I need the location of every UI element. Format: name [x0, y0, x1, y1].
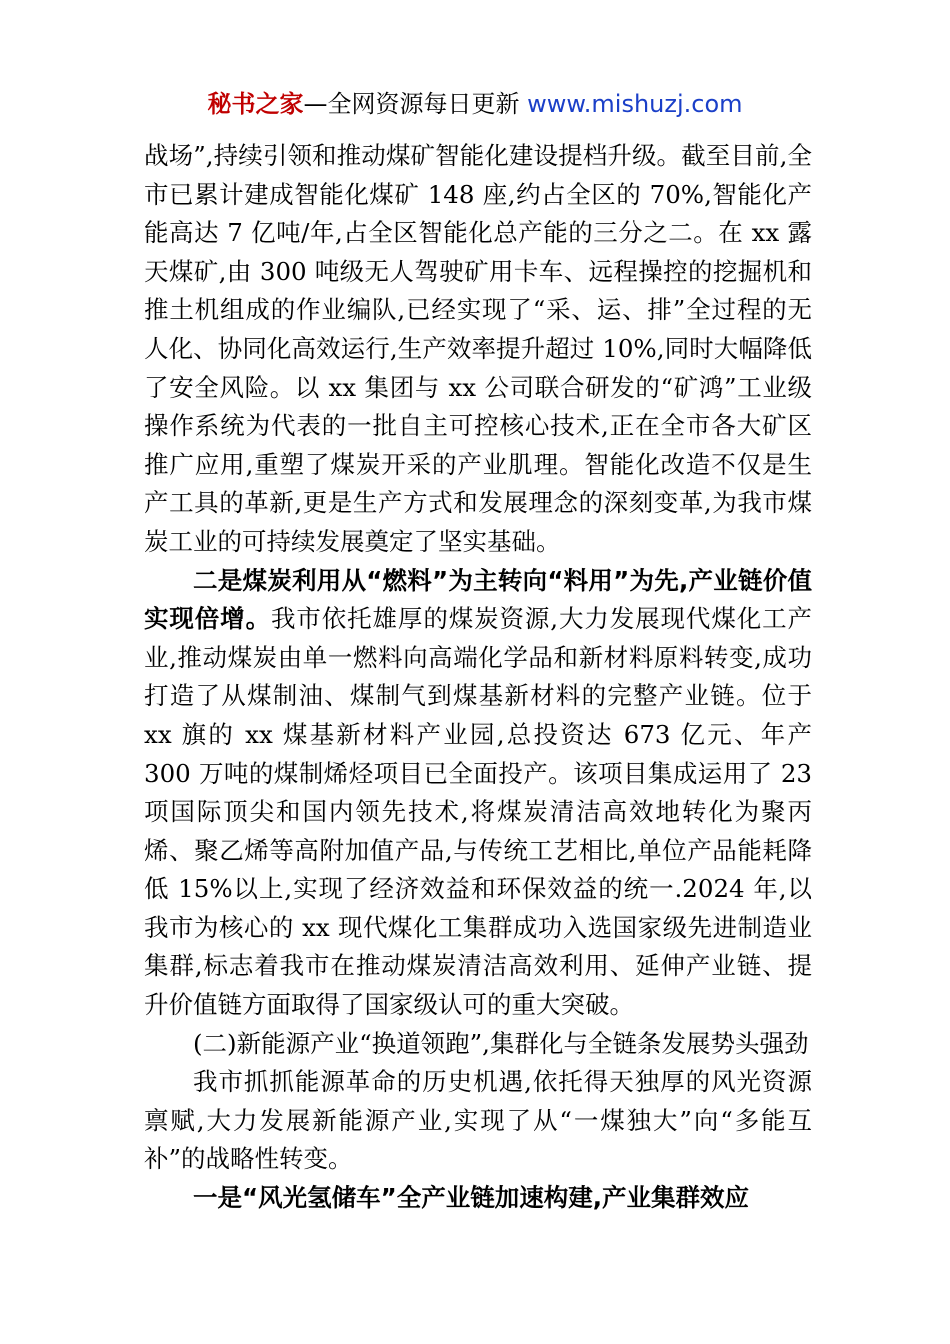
paragraph-2: [144, 562, 812, 1025]
paragraph-1: 战场”,持续引领和推动煤矿智能化建设提档升级。截至目前,全市已累计建成智能化煤矿 148 座,约占全区的 70%,智能化产能高达 7 亿吨/年,占全区智能化总产能的三分之二。在 xx 露天煤矿,由 300 吨级无人驾驶矿用卡车、远程操控的挖掘机和推土机组成的作业编队,已经实现了“采、运、排”全过程的无人化、协同化高效运行,生产效率提升超过 10%,同时大幅降低了安全风险。以 xx 集团与 xx 公司联合研发的“矿鸿”工业级操作系统为代表的一批自主可控核心技术,正在全市各大矿区推广应用,重塑了煤炭开采的产业肌理。智能化改造不仅是生产工具的革新,更是生产方式和发展理念的深刻变革,为我市煤炭工业的可持续发展奠定了坚实基础。: [144, 141, 812, 556]
paragraph-4: 我市抓抓能源革命的历史机遇,依托得天独厚的风光资源禀赋,大力发展新能源产业,实现了从“一煤独大”向“多能互补”的战略性转变。: [144, 1067, 812, 1174]
section-heading-2: (二)新能源产业“换道领跑”,集群化与全链条发展势头强劲: [193, 1028, 809, 1058]
header-url-link[interactable]: www.mishuzj.com: [527, 90, 743, 118]
header-dash: —: [303, 90, 328, 118]
paragraph-2-text: 我市依托雄厚的煤炭资源,大力发展现代煤化工产业,推动煤炭由单一燃料向高端化学品和新材料原料转变,成功打造了从煤制油、煤制气到煤基新材料的完整产业链。位于 xx 旗的 xx 煤基新材料产业园,总投资达 673 亿元、年产 300 万吨的煤制烯烃项目已全面投产。该项目集成运用了 23 项国际顶尖和国内领先技术,将煤炭清洁高效地转化为聚丙烯、聚乙烯等高附加值产品,与传统工艺相比,单位产品能耗降低 15%以上,实现了经济效益和环保效益的统一.2024 年,以我市为核心的 xx 现代煤化工集群成功入选国家级先进制造业集群,标志着我市在推动煤炭清洁高效利用、延伸产业链、提升价值链方面取得了国家级认可的重大突破。: [144, 604, 812, 1020]
document-body: [144, 137, 812, 1218]
header-tagline: 全网资源每日更新: [327, 90, 520, 118]
paragraph-5: [144, 1179, 812, 1218]
paragraph-2-lead: 二是煤炭利用从“燃料”为主转向“料用”为先,产业链价值实现倍增。: [144, 565, 812, 634]
header-brand: 秘书之家: [207, 90, 304, 118]
paragraph-5-lead: 一是“风光氢储车”全产业链加速构建,产业集群效应: [193, 1183, 750, 1213]
page-header: [0, 86, 950, 122]
